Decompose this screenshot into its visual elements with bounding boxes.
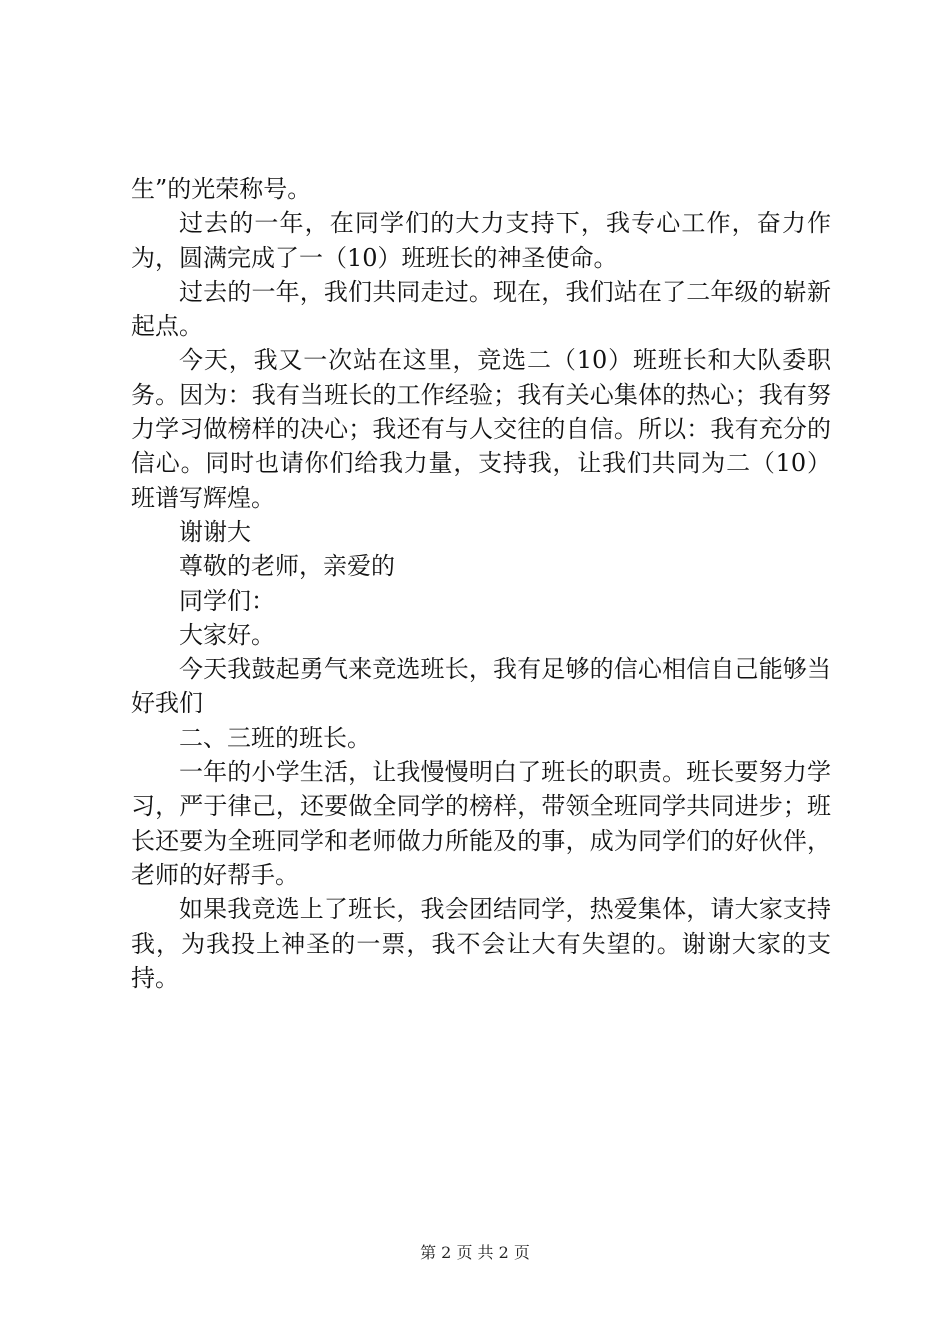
greeting-line: 大家好。 bbox=[179, 620, 275, 649]
paragraph: 一年的小学生活，让我慢慢明白了班长的职责。班长要努力学习，严于律己，还要做全同学的榜样，带领全班同学共同进步；班长还要为全班同学和老师做力所能及的事，成为同学们的好伙伴，老师的好帮手。 bbox=[131, 758, 831, 889]
paragraph: 如果我竞选上了班长，我会团结同学，热爱集体，请大家支持我，为我投上神圣的一票，我不会让大有失望的。谢谢大家的支持。 bbox=[131, 895, 831, 992]
document-body bbox=[131, 172, 831, 995]
paragraph: 谢谢大 bbox=[179, 517, 251, 546]
paragraph: 过去的一年，在同学们的大力支持下，我专心工作，奋力作为，圆满完成了一（10）班班长的神圣使命。 bbox=[131, 209, 831, 272]
paragraph: 今天我鼓起勇气来竞选班长，我有足够的信心相信自己能够当好我们 bbox=[131, 655, 831, 718]
paragraph: 过去的一年，我们共同走过。现在，我们站在了二年级的崭新起点。 bbox=[131, 277, 831, 341]
greeting-line: 尊敬的老师，亲爱的 bbox=[179, 552, 395, 581]
paragraph: 今天，我又一次站在这里，竞选二（10）班班长和大队委职务。因为：我有当班长的工作经验；我有关心集体的热心；我有努力学习做榜样的决心；我还有与人交往的自信。所以：我有充分的信心。同时也请你们给我力量，支持我，让我们共同为二（10）班谱写辉煌。 bbox=[131, 346, 831, 512]
page-footer: 第 2 页 共 2 页 bbox=[420, 1243, 530, 1262]
paragraph: 二、三班的班长。 bbox=[179, 723, 371, 752]
paragraph-continued: 生”的光荣称号。 bbox=[131, 175, 312, 203]
greeting-line: 同学们： bbox=[179, 586, 275, 615]
